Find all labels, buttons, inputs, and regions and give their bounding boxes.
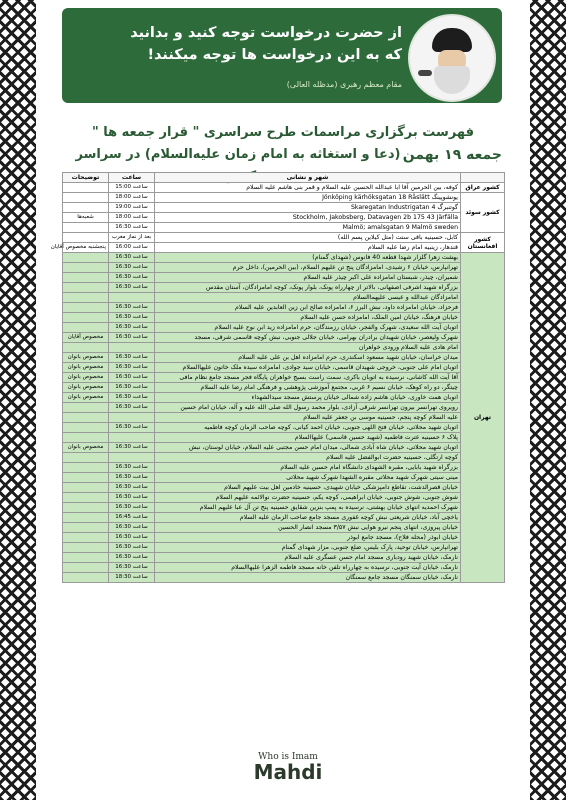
time-cell: ساعت 16:30 [109,503,155,513]
table-row [63,263,505,273]
note-cell: پنجشنبه مخصوص آقایان [63,243,109,253]
note-cell [63,513,109,523]
address-cell: خیابان فرهنگ، خیابان امین الملک، امامزاده حسن علیه السلام [155,313,461,323]
note-cell [63,203,109,213]
note-cell [63,303,109,313]
table-row [63,473,505,483]
quote-text [72,22,402,66]
leader-portrait-image [408,14,496,102]
address-cell: بزرگراه شهید اشرفی اصفهانی، بالاتر از چهارراه پونک، بلوار پونک، کوچه امامزادگان، آستان مقدس [155,283,461,293]
note-cell [63,473,109,483]
header-region [461,173,505,183]
table-row [63,293,505,303]
note-cell [63,493,109,503]
note-cell [63,413,109,423]
note-cell [63,193,109,203]
note-cell [63,273,109,283]
address-cell: یونشوپینگ Jönköping kärhöksgatan 18 Råslätt [155,193,461,203]
table-row [63,493,505,503]
note-cell [63,403,109,413]
note-cell: مخصوص بانوان [63,353,109,363]
table-header-row [63,173,505,183]
note-cell [63,553,109,563]
address-cell: چیتگر، دو راه کوهک، خیابان نسیم ۶ غربی، مجتمع آموزشی پژوهشی و فرهنگی امام رضا علیه السلام [155,383,461,393]
table-row [63,453,505,463]
note-cell: مخصوص بانوان [63,393,109,403]
time-cell [109,343,155,353]
note-cell [63,563,109,573]
time-cell: ساعت 16:30 [109,393,155,403]
address-cell: شمیران، چیذر، شبستان امامزاده علی اکبر چیذر علیه السلام [155,273,461,283]
address-cell: Stockholm, Jakobsberg, Datavagen 2b 175 43 Järfälla [155,213,461,223]
note-cell [63,573,109,583]
table-row [63,573,505,583]
table-row [63,303,505,313]
address-cell: رویروی تهرانسر بیرون تهرانسر شرقی آزادی، بلوار محمد رسول الله صلی الله علیه و آله، خیابان امام حسین [155,403,461,413]
address-cell: فرحزاد، خیابان امامزاده داود، نبش البرز ۶، امامزاده صالح ابن زین العابدین علیه السلام [155,303,461,313]
time-cell: ساعت 16:30 [109,223,155,233]
table-row [63,553,505,563]
table-row [63,423,505,433]
time-cell: ساعت 16:30 [109,403,155,413]
address-cell: Malmö; amalsgatan 9 Malmö sweden [155,223,461,233]
time-cell: ساعت 16:30 [109,373,155,383]
table-row [63,393,505,403]
table-row [63,353,505,363]
time-cell: ساعت 18:00 [109,213,155,223]
note-cell [63,313,109,323]
keffiyeh-border-left [0,0,36,800]
table-row [63,213,505,223]
logo-big-text: Mahdi [253,760,323,784]
who-is-imam-mahdi-logo [243,752,333,782]
table-row [63,193,505,203]
address-cell: امامزادگان عبدالله و عیسی علیهماالسلام [155,293,461,303]
note-cell: مخصوص آقایان [63,333,109,343]
microphone-icon [418,70,432,76]
logo-small-text: Who is Imam [258,752,318,762]
address-cell: خیابان پیروزی، انتهای پنجم نیرو هوایی نبش ۳/۵۷ مسجد انصار الحسین [155,523,461,533]
quote-line-1: از حضرت درخواست توجه کنید و بدانید [130,25,402,41]
note-cell [63,533,109,543]
region-cell: تهران [461,253,505,583]
address-cell: شهرک ولیعصر، خیابان شهیدان برادران بهرامی، خیابان جلالی جنوبی، نبش کوچه قاسمی شرقی، مسجد [155,333,461,343]
table-row [63,483,505,493]
table-row [63,313,505,323]
time-cell: ساعت 18:00 [109,193,155,203]
time-cell: ساعت 15:00 [109,183,155,193]
time-cell: ساعت 16:30 [109,473,155,483]
address-cell: شوش جنوبی، شوش جنوبی، خیابان ابراهیمی، کوچه یکم، حسینیه حضرت نوالائمه علیهم السلام [155,493,461,503]
address-cell: کابل، حسینیه باقی سنت (متل کیلاین پسم الله) [155,233,461,243]
time-cell: ساعت 16:30 [109,253,155,263]
address-cell: نارمک، خیابان شهید رودباری مسجد امام حسن عسگری علیه السلام [155,553,461,563]
note-cell [63,283,109,293]
address-cell: کوچه ارتگلی، حسینیه حضرت ابوالفضل علیه السلام [155,453,461,463]
note-cell: مخصوص بانوان [63,363,109,373]
address-cell: علیه السلام کوچه پنجم، حسینیه موسی بن جعفر علیه السلام [155,413,461,423]
event-date: جمعه ۱۹ بهمن [402,147,502,163]
quote-line-2: که به این درخواست ها توجه میکنند! [147,47,402,63]
table-row [63,503,505,513]
time-cell: ساعت 16:30 [109,483,155,493]
time-cell: ساعت 16:30 [109,323,155,333]
time-cell: ساعت 16:30 [109,423,155,433]
table-row [63,253,505,263]
note-cell: مخصوص بانوان [63,373,109,383]
header-note: توضیحات [63,173,109,183]
time-cell: ساعت 16:45 [109,513,155,523]
note-cell: مخصوص بانوان [63,443,109,453]
address-cell: خیابان قصرالدشت، تقاطع دامپزشکی خیابان شهیدی، حسینیه خادمین اهل بیت علیهم السلام [155,483,461,493]
schedule-table [50,172,505,583]
address-cell: اتوبان همت خاوری، خیابان هاشم زاده شمالی خیابان پرستش مسجد سیدالشهداء [155,393,461,403]
note-cell [63,453,109,463]
address-cell: اتوبان شهید محلاتی، خیابان فتح اللهی جنوبی، خیابان احمد کیانی، کوچه صاحب الزمان کوچه فاطمیه [155,423,461,433]
table-row [63,183,505,193]
table-row [63,343,505,353]
title-line-2: (دعا و استغاثه به امام زمان علیه‌السلام) در سراسر [75,147,401,162]
note-cell [63,463,109,473]
address-cell: تهرانپارس، خیابان توحید، پارک بلیس، ضلع جنوبی، مزار شهدای گمنام [155,543,461,553]
region-cell: کشور سوئد [461,193,505,233]
note-cell [63,253,109,263]
time-cell: ساعت 19:00 [109,203,155,213]
address-cell: کوفه، بین الحرمین آقا ابا عبدالله الحسین علیه السلام و قمر بنی هاشم علیه السلام [155,183,461,193]
note-cell [63,523,109,533]
time-cell: ساعت 16:30 [109,333,155,343]
time-cell: ساعت 16:30 [109,543,155,553]
table-row [63,533,505,543]
time-cell: ساعت 16:30 [109,363,155,373]
table-row [63,333,505,343]
time-cell: ساعت 16:30 [109,383,155,393]
address-cell: مینی سیتی شهرک شهید محلاتی مقبره الشهدا شهرک شهید محلاتی [155,473,461,483]
time-cell: ساعت 16:00 [109,243,155,253]
table-row [63,223,505,233]
address-cell: بزرگراه شهید بابایی، مقبره الشهدای دانشگاه امام حسین علیه السلام [155,463,461,473]
time-cell: ساعت 16:30 [109,313,155,323]
time-cell [109,413,155,423]
note-cell [63,263,109,273]
address-cell: اتوبان شهید محلاتی، خیابان شاه آبادی شمالی، میدان امام حسن مجتبی علیه السلام، خیابان لوستان، نبش [155,443,461,453]
address-cell: گوتنبرگ Skaregatan Industrigatan 4 [155,203,461,213]
time-cell: ساعت 16:30 [109,353,155,363]
title-line-1: فهرست برگزاری مراسمات طرح سراسری " قرار جمعه ها " [91,125,475,140]
address-cell: خیابان ابوذر (محله فلاح)، مسجد جامع ابوذر [155,533,461,543]
address-cell: یاخچی آباد، خیابان شریعتی نبش کوچه غفوری مسجد جامع صاحب الزمان علیه السلام [155,513,461,523]
region-cell: کشور عراق [461,183,505,193]
address-cell: آقا آیت الله کاشانی، نرسیده به اتوبان باکری، سمت راست بسیج خواهران پایگاه فجر مسجد جامع نظام مافی [155,373,461,383]
time-cell [109,453,155,463]
address-cell: نارمک، خیابان سمنگان مسجد جامع سمنگان [155,573,461,583]
note-cell [63,503,109,513]
note-cell [63,293,109,303]
time-cell: بعد از نماز مغرب [109,233,155,243]
table-row [63,523,505,533]
table-row [63,513,505,523]
time-cell: ساعت 16:30 [109,563,155,573]
note-cell: شعبه‌ها [63,213,109,223]
address-cell: نارمک، خیابان آیت جنوبی، نرسیده به چهارراه تلفن خانه مسجد فاطمه الزهرا علیهاالسلام [155,563,461,573]
time-cell: ساعت 16:30 [109,533,155,543]
keffiyeh-border-right [530,0,566,800]
address-cell: قندهار، زینبیه امام رضا علیه السلام [155,243,461,253]
address-cell: امام هادی علیه السلام ورودی خواهران [155,343,461,353]
time-cell: ساعت 16:30 [109,443,155,453]
note-cell [63,233,109,243]
table-row [63,443,505,453]
note-cell [63,423,109,433]
note-cell [63,183,109,193]
table-row [63,563,505,573]
note-cell [63,543,109,553]
time-cell [109,293,155,303]
note-cell [63,433,109,443]
table-row [63,413,505,423]
time-cell: ساعت 16:30 [109,263,155,273]
address-cell: شهرک احمدیه انتهای خیابان بهشتی، نرسیده به پمپ بنزین شقایق حسینیه پنج تن آل عبا علیهم السلام [155,503,461,513]
table-row [63,273,505,283]
table-row [63,283,505,293]
note-cell: مخصوص بانوان [63,383,109,393]
note-cell [63,343,109,353]
table-row [63,543,505,553]
note-cell [63,223,109,233]
table-row [63,233,505,243]
table-row [63,243,505,253]
table-row [63,373,505,383]
address-cell: بهشت زهرا گلزار شهدا قطعه 40 فانوس (شهدای گمنام) [155,253,461,263]
quote-source: مقام معظم رهبری (مدظله العالی) [286,80,402,89]
note-cell [63,483,109,493]
note-cell [63,323,109,333]
address-cell: پلاک ۶ حسینیه عترت فاطمیه (شهید حسین قاسمی) علیهاالسلام [155,433,461,443]
header-time: ساعت [109,173,155,183]
table-row [63,203,505,213]
time-cell: ساعت 18:30 [109,573,155,583]
time-cell: ساعت 16:30 [109,463,155,473]
quote-banner [62,8,502,103]
time-cell: ساعت 16:30 [109,273,155,283]
table-row [63,323,505,333]
time-cell: ساعت 16:30 [109,303,155,313]
time-cell: ساعت 16:30 [109,283,155,293]
table-row [63,363,505,373]
time-cell: ساعت 16:30 [109,553,155,563]
address-cell: تهرانپارس، خیابان ۶ رشیدی، امامزادگان پنج تن علیهم السلام، (بین الحرمین)، داخل حرم [155,263,461,273]
address-cell: میدان خراسان، خیابان شهید مسعود اسکندری، حرم امامزاده اهل بن علی علیه السلام [155,353,461,363]
time-cell: ساعت 16:30 [109,523,155,533]
header-address: شهر و نشانی [155,173,461,183]
region-cell: کشور افغانستان [461,233,505,253]
time-cell [109,433,155,443]
table-row [63,383,505,393]
time-cell: ساعت 16:30 [109,493,155,503]
table-row [63,463,505,473]
address-cell: اتوبان امام علی جنوبی، خروجی شهیدان قاسمی، خیابان سید جوادی، امامزاده سیده ملک خاتون علیهاالسلام [155,363,461,373]
table-row [63,403,505,413]
address-cell: اتوبان آیت الله سعیدی، شهرک والفجر، خیابان رزمندگان، حرم امامزاده زید ابن نوح علیه السلام [155,323,461,333]
table-row [63,433,505,443]
